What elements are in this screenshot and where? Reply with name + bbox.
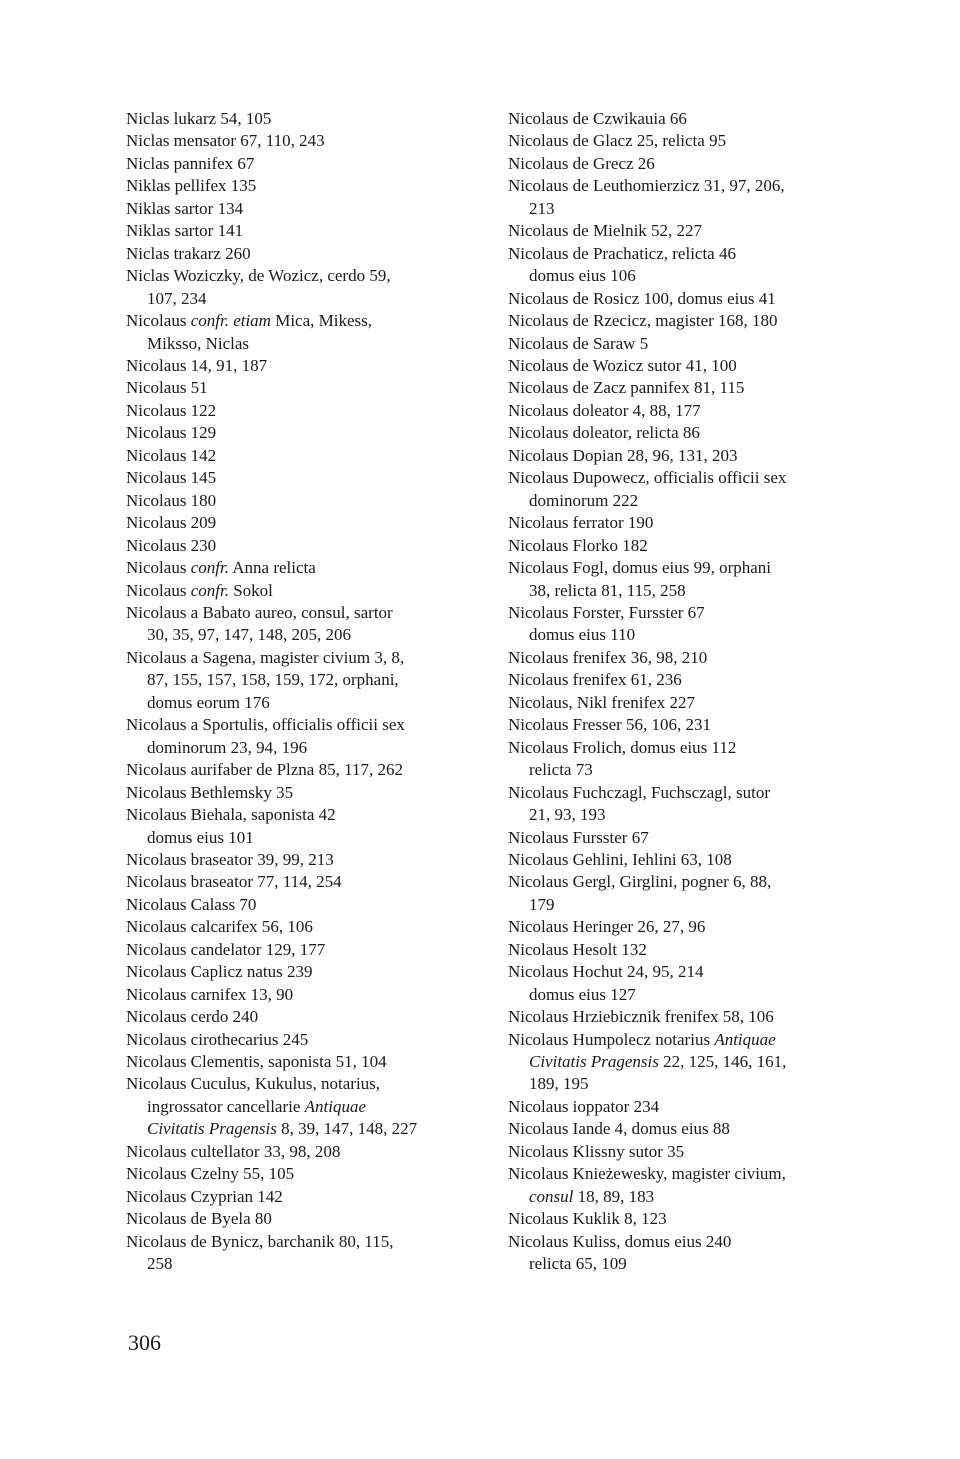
index-entry bbox=[126, 490, 486, 512]
entry-text: Niklas pellifex 135 bbox=[126, 176, 257, 196]
entry-italic-text: confr. bbox=[190, 580, 229, 600]
entry-italic-text: Antiquae bbox=[304, 1096, 367, 1116]
entry-text: Nicolaus de Prachaticz, relicta 46 bbox=[508, 243, 736, 263]
entry-text: Nicolaus bbox=[126, 558, 191, 578]
entry-text: Nicolaus Dopian 28, 96, 131, 203 bbox=[508, 445, 738, 465]
entry-text: 213 bbox=[529, 198, 555, 218]
index-entry bbox=[508, 512, 853, 534]
index-entry bbox=[508, 647, 853, 669]
page-number: 306 bbox=[128, 1330, 161, 1355]
index-entry bbox=[126, 1073, 486, 1140]
entry-text: Niclas mensator 67, 110, 243 bbox=[126, 131, 325, 151]
entry-text: Nicolaus Bethlemsky 35 bbox=[126, 782, 294, 802]
entry-text: Nicolaus bbox=[126, 580, 191, 600]
entry-text: 30, 35, 97, 147, 148, 205, 206 bbox=[147, 625, 351, 645]
index-entry bbox=[126, 198, 486, 220]
right-index-column bbox=[508, 108, 853, 1276]
index-entry bbox=[508, 939, 853, 961]
entry-text: Nicolaus Calass 70 bbox=[126, 894, 257, 914]
index-entry bbox=[508, 355, 853, 377]
index-entry bbox=[126, 939, 486, 961]
entry-text: Nicolaus a Babato aureo, consul, sartor bbox=[126, 602, 393, 622]
index-entry bbox=[508, 1141, 853, 1163]
index-entry bbox=[508, 1231, 853, 1276]
entry-text: Nicolaus frenifex 36, 98, 210 bbox=[508, 647, 708, 667]
entry-text: Nicolaus Czelny 55, 105 bbox=[126, 1164, 295, 1184]
index-entry bbox=[126, 265, 486, 310]
index-entry bbox=[508, 849, 853, 871]
entry-text: 38, relicta 81, 115, 258 bbox=[529, 580, 686, 600]
index-entry bbox=[508, 1029, 853, 1096]
entry-text: Nicolaus cultellator 33, 98, 208 bbox=[126, 1141, 341, 1161]
entry-text: Nicolaus braseator 39, 99, 213 bbox=[126, 849, 334, 869]
entry-text: Nicolaus Heringer 26, 27, 96 bbox=[508, 917, 706, 937]
entry-text: Nicolaus Hesolt 132 bbox=[508, 939, 647, 959]
index-entry bbox=[126, 647, 486, 714]
index-entry bbox=[508, 1096, 853, 1118]
index-entry bbox=[126, 916, 486, 938]
entry-text: Nicolaus 209 bbox=[126, 513, 217, 533]
index-entry bbox=[508, 1006, 853, 1028]
index-entry bbox=[508, 130, 853, 152]
entry-italic-text: confr. bbox=[190, 311, 229, 331]
entry-text: Niklas sartor 134 bbox=[126, 198, 244, 218]
entry-text: Nicolaus Cuculus, Kukulus, notarius, bbox=[126, 1074, 381, 1094]
entry-text: Nicolaus a Sagena, magister civium 3, 8, bbox=[126, 647, 405, 667]
entry-text: Nicolaus Caplicz natus 239 bbox=[126, 962, 313, 982]
index-entry bbox=[508, 714, 853, 736]
entry-italic-text: Civitatis Pragensis bbox=[529, 1052, 659, 1072]
index-entry bbox=[126, 220, 486, 242]
entry-italic-text: consul bbox=[529, 1186, 574, 1206]
entry-text: Nicolaus de Zacz pannifex 81, 115 bbox=[508, 378, 745, 398]
entry-text: 87, 155, 157, 158, 159, 172, orphani, bbox=[147, 670, 399, 690]
index-entry bbox=[508, 288, 853, 310]
index-entry bbox=[126, 1163, 486, 1185]
index-entry bbox=[126, 108, 486, 130]
entry-text: Nicolaus 230 bbox=[126, 535, 217, 555]
entry-text: Nicolaus Czyprian 142 bbox=[126, 1186, 283, 1206]
index-entry bbox=[126, 130, 486, 152]
entry-text: Nicolaus candelator 129, 177 bbox=[126, 939, 326, 959]
index-entry bbox=[126, 355, 486, 377]
entry-text: Nicolaus 51 bbox=[126, 378, 208, 398]
index-entry bbox=[126, 714, 486, 759]
index-entry bbox=[126, 445, 486, 467]
entry-text: Niclas lukarz 54, 105 bbox=[126, 109, 272, 128]
entry-text: 22, 125, 146, 161, bbox=[658, 1052, 787, 1072]
entry-text: Nicolaus, Nikl frenifex 227 bbox=[508, 692, 695, 712]
entry-text: Nicolaus a Sportulis, officialis officii sex bbox=[126, 715, 405, 735]
entry-text: 189, 195 bbox=[529, 1074, 589, 1094]
entry-text: Anna relicta bbox=[228, 558, 316, 578]
entry-text: Nicolaus Clementis, saponista 51, 104 bbox=[126, 1052, 387, 1072]
index-entry bbox=[508, 692, 853, 714]
entry-text: Nicolaus Knieżewesky, magister civium, bbox=[508, 1164, 786, 1184]
entry-text: Nicolaus Forster, Fursster 67 bbox=[508, 602, 705, 622]
index-entry bbox=[508, 1118, 853, 1140]
entry-text: Nicolaus de Saraw 5 bbox=[508, 333, 649, 353]
entry-text: 258 bbox=[147, 1254, 173, 1274]
entry-text: domus eius 127 bbox=[529, 984, 636, 1004]
entry-text: Nicolaus ioppator 234 bbox=[508, 1096, 660, 1116]
entry-text: Nicolaus braseator 77, 114, 254 bbox=[126, 872, 342, 892]
entry-text: Niclas pannifex 67 bbox=[126, 153, 255, 173]
index-entry bbox=[508, 445, 853, 467]
index-entry bbox=[508, 333, 853, 355]
index-entry bbox=[508, 827, 853, 849]
entry-text: Nicolaus Humpolecz notarius bbox=[508, 1029, 715, 1049]
index-entry bbox=[508, 400, 853, 422]
index-entry bbox=[508, 467, 853, 512]
entry-text: Nicolaus 180 bbox=[126, 490, 217, 510]
entry-text: Nicolaus 14, 91, 187 bbox=[126, 355, 268, 375]
index-entry bbox=[508, 377, 853, 399]
entry-text: Nicolaus de Wozicz sutor 41, 100 bbox=[508, 355, 737, 375]
index-entry bbox=[126, 804, 486, 849]
entry-text: Nicolaus de Glacz 25, relicta 95 bbox=[508, 131, 727, 151]
index-entry bbox=[508, 669, 853, 691]
entry-text: Nicolaus Dupowecz, officialis officii sex bbox=[508, 468, 787, 488]
entry-text: Nicolaus Klissny sutor 35 bbox=[508, 1141, 685, 1161]
entry-text: 18, 89, 183 bbox=[573, 1186, 655, 1206]
index-entry bbox=[508, 602, 853, 647]
entry-text: Nicolaus Fursster 67 bbox=[508, 827, 649, 847]
entry-text: Nicolaus 145 bbox=[126, 468, 217, 488]
index-entry bbox=[126, 400, 486, 422]
entry-text: 179 bbox=[529, 894, 555, 914]
entry-text: 107, 234 bbox=[147, 288, 207, 308]
index-entry bbox=[126, 153, 486, 175]
index-entry bbox=[508, 153, 853, 175]
entry-text: Nicolaus Florko 182 bbox=[508, 535, 648, 555]
index-entry bbox=[126, 512, 486, 534]
index-entry bbox=[126, 175, 486, 197]
entry-text: Nicolaus aurifaber de Plzna 85, 117, 262 bbox=[126, 760, 403, 780]
entry-text: relicta 65, 109 bbox=[529, 1254, 627, 1274]
index-entry bbox=[126, 557, 486, 579]
entry-text: domus eius 101 bbox=[147, 827, 254, 847]
index-entry bbox=[126, 1029, 486, 1051]
entry-text: Miksso, Niclas bbox=[147, 333, 249, 353]
index-entry bbox=[126, 782, 486, 804]
index-entry bbox=[126, 759, 486, 781]
entry-text: Nicolaus Hochut 24, 95, 214 bbox=[508, 962, 704, 982]
index-entry bbox=[508, 243, 853, 288]
entry-text: Nicolaus ferrator 190 bbox=[508, 513, 654, 533]
entry-text: Nicolaus Hrziebicznik frenifex 58, 106 bbox=[508, 1007, 774, 1027]
entry-text: Nicolaus de Rosicz 100, domus eius 41 bbox=[508, 288, 776, 308]
entry-text: Nicolaus doleator 4, 88, 177 bbox=[508, 400, 701, 420]
index-entry bbox=[508, 535, 853, 557]
entry-text: Nicolaus Fresser 56, 106, 231 bbox=[508, 715, 712, 735]
entry-text: Nicolaus de Czwikauia 66 bbox=[508, 109, 687, 128]
index-entry bbox=[126, 961, 486, 983]
index-entry bbox=[508, 871, 853, 916]
index-entry bbox=[126, 849, 486, 871]
entry-text: Nicolaus cirothecarius 245 bbox=[126, 1029, 309, 1049]
entry-text: Nicolaus Fogl, domus eius 99, orphani bbox=[508, 558, 772, 578]
entry-text: Niclas Woziczky, de Wozicz, cerdo 59, bbox=[126, 266, 391, 286]
index-entry bbox=[126, 310, 486, 355]
entry-text: Nicolaus Iande 4, domus eius 88 bbox=[508, 1119, 730, 1139]
entry-text: Nicolaus Fuchczagl, Fuchsczagl, sutor bbox=[508, 782, 771, 802]
entry-text: Nicolaus 129 bbox=[126, 423, 217, 443]
entry-text: Nicolaus de Leuthomierzicz 31, 97, 206, bbox=[508, 176, 785, 196]
index-entry bbox=[508, 737, 853, 782]
index-entry bbox=[126, 894, 486, 916]
index-entry bbox=[126, 1051, 486, 1073]
left-index-column bbox=[126, 108, 486, 1276]
entry-text: Nicolaus Biehala, saponista 42 bbox=[126, 805, 336, 825]
index-entry bbox=[126, 467, 486, 489]
entry-text: Nicolaus de Byela 80 bbox=[126, 1209, 272, 1229]
index-entry bbox=[508, 175, 853, 220]
entry-text: Nicolaus de Bynicz, barchanik 80, 115, bbox=[126, 1231, 394, 1251]
index-entry bbox=[126, 422, 486, 444]
index-entry bbox=[126, 1141, 486, 1163]
index-entry bbox=[508, 961, 853, 1006]
index-entry bbox=[126, 984, 486, 1006]
index-entry bbox=[508, 310, 853, 332]
entry-text: Sokol bbox=[228, 580, 273, 600]
index-entry bbox=[508, 1208, 853, 1230]
index-entry bbox=[126, 377, 486, 399]
entry-italic-text: etiam bbox=[233, 311, 271, 331]
entry-text: relicta 73 bbox=[529, 760, 593, 780]
index-entry bbox=[508, 1163, 853, 1208]
index-entry bbox=[508, 916, 853, 938]
entry-text: Mica, Mikess, bbox=[270, 311, 373, 331]
entry-italic-text: Antiquae bbox=[714, 1029, 776, 1049]
entry-text: Nicolaus cerdo 240 bbox=[126, 1007, 259, 1027]
entry-text: Nicolaus 142 bbox=[126, 445, 217, 465]
entry-text: Nicolaus calcarifex 56, 106 bbox=[126, 917, 313, 937]
index-entry bbox=[126, 243, 486, 265]
entry-text: Nicolaus frenifex 61, 236 bbox=[508, 670, 682, 690]
entry-text: Nicolaus Kuklik 8, 123 bbox=[508, 1209, 667, 1229]
index-entry bbox=[126, 602, 486, 647]
entry-text: Nicolaus de Grecz 26 bbox=[508, 153, 655, 173]
entry-italic-text: Civitatis Pragensis bbox=[147, 1119, 277, 1139]
entry-text: Nicolaus bbox=[126, 311, 191, 331]
entry-italic-text: confr. bbox=[190, 558, 229, 578]
entry-text: Nicolaus 122 bbox=[126, 400, 217, 420]
entry-text: Niklas sartor 141 bbox=[126, 221, 244, 241]
index-entry bbox=[126, 1208, 486, 1230]
index-entry bbox=[508, 220, 853, 242]
index-entry bbox=[126, 1231, 486, 1276]
index-entry bbox=[126, 535, 486, 557]
entry-text: dominorum 23, 94, 196 bbox=[147, 737, 308, 757]
entry-text: Nicolaus de Mielnik 52, 227 bbox=[508, 221, 703, 241]
entry-text: Nicolaus Gergl, Girglini, pogner 6, 88, bbox=[508, 872, 772, 892]
entry-text: 21, 93, 193 bbox=[529, 805, 606, 825]
index-entry bbox=[508, 557, 853, 602]
index-entry bbox=[508, 108, 853, 130]
entry-text: dominorum 222 bbox=[529, 490, 639, 510]
index-entry bbox=[126, 580, 486, 602]
entry-text: Nicolaus de Rzecicz, magister 168, 180 bbox=[508, 311, 778, 331]
entry-text: Niclas trakarz 260 bbox=[126, 243, 251, 263]
entry-text: domus eius 110 bbox=[529, 625, 636, 645]
entry-text: Nicolaus Frolich, domus eius 112 bbox=[508, 737, 737, 757]
index-entry bbox=[508, 422, 853, 444]
index-entry bbox=[508, 782, 853, 827]
entry-text: 8, 39, 147, 148, 227 bbox=[276, 1119, 418, 1139]
entry-text: domus eorum 176 bbox=[147, 692, 270, 712]
entry-text: Nicolaus Kuliss, domus eius 240 bbox=[508, 1231, 732, 1251]
entry-text: domus eius 106 bbox=[529, 266, 636, 286]
index-entry bbox=[126, 1186, 486, 1208]
index-entry bbox=[126, 1006, 486, 1028]
entry-text: Nicolaus doleator, relicta 86 bbox=[508, 423, 700, 443]
entry-text: ingrossator cancellarie bbox=[147, 1096, 305, 1116]
entry-text: Nicolaus carnifex 13, 90 bbox=[126, 984, 294, 1004]
entry-text: Nicolaus Gehlini, Iehlini 63, 108 bbox=[508, 849, 732, 869]
index-entry bbox=[126, 871, 486, 893]
